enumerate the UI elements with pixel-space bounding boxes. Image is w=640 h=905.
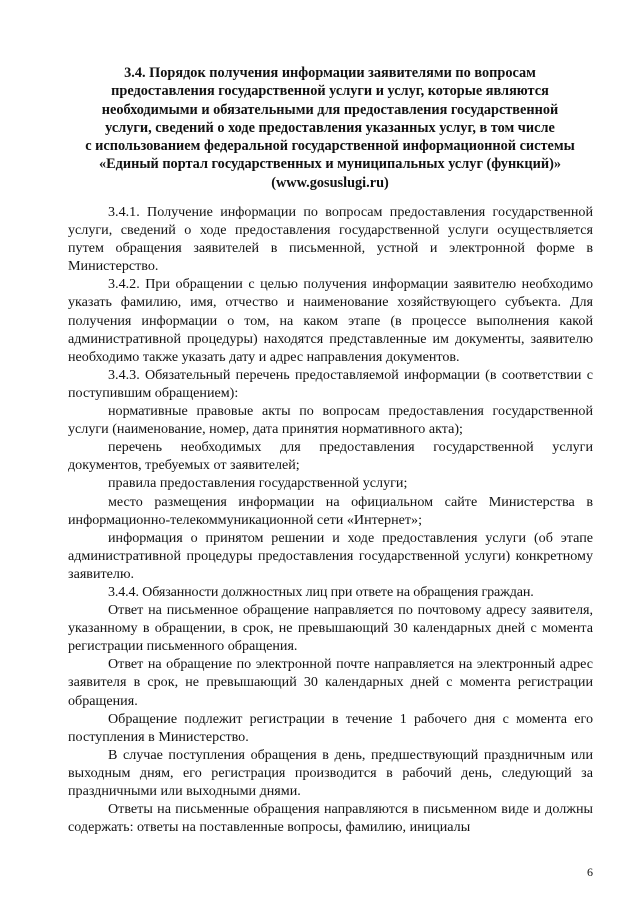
paragraph-registration: Обращение подлежит регистрации в течение 1 рабочего дня с момента его поступления в Министерство. xyxy=(68,710,593,745)
heading-line: «Единый портал государственных и муниципальных услуг (функций)» xyxy=(98,156,562,173)
page-number: 6 xyxy=(587,865,593,879)
paragraph-3-4-3: 3.4.3. Обязательный перечень предоставляемой информации (в соответствии с поступившим обращением): xyxy=(68,366,593,401)
paragraph-holidays: В случае поступления обращения в день, предшествующий праздничным или выходным дням, его регистрация производится в рабочий день, следующий за праздничными или выходными днями. xyxy=(68,746,593,799)
heading-line: предоставления государственной услуги и услуг, которые являются xyxy=(111,83,549,100)
list-item-documents: перечень необходимых для предоставления государственной услуги документов, требуемых от заявителей; xyxy=(68,439,593,474)
paragraph-3-4-1: 3.4.1. Получение информации по вопросам предоставления государственной услуги, сведений о ходе предоставления государственной услуги осуществляется путем обращения заявителей в письменной, устной и электронной форме в Министерство. xyxy=(68,204,593,275)
paragraph-written-reply: Ответ на письменное обращение направляется по почтовому адресу заявителя, указанному в обращении, в срок, не превышающий 30 календарных дней с момента регистрации письменного обращения. xyxy=(68,602,593,655)
list-item-rules: правила предоставления государственной услуги; xyxy=(108,475,408,492)
heading-line: с использованием федеральной государственной информационной системы xyxy=(85,138,575,155)
list-item-website-info: место размещения информации на официальном сайте Министерства в информационно-телекоммуникационной сети «Интернет»; xyxy=(68,493,593,528)
heading-line: услуги, сведений о ходе предоставления указанных услуг, в том числе xyxy=(105,119,555,136)
heading-line: 3.4. Порядок получения информации заявителями по вопросам xyxy=(124,65,536,81)
heading-line: (www.gosuslugi.ru) xyxy=(271,174,389,191)
list-item-normative-acts: нормативные правовые акты по вопросам предоставления государственной услуги (наименование, номер, дата принятия нормативного акта); xyxy=(68,403,593,438)
heading-line: необходимыми и обязательными для предоставления государственной xyxy=(101,101,559,118)
list-item-decision-info: информация о принятом решении и ходе предоставления услуги (об этапе административной процедуры предоставления государственной услуги) конкретному заявителю. xyxy=(68,529,593,582)
paragraph-3-4-2: 3.4.2. При обращении с целью получения информации заявителю необходимо указать фамилию, имя, отчество и наименование хозяйствующего субъекта. Для получения информации о том, на каком этапе (в процессе выполнения какой административной процедуры) находятся представленные им документы, заявителю необходимо также указать дату и адрес направления документов. xyxy=(68,276,593,365)
paragraph-email-reply: Ответ на обращение по электронной почте направляется на электронный адрес заявителя в срок, не превышающий 30 календарных дней с момента регистрации обращения. xyxy=(68,656,593,709)
paragraph-3-4-4: 3.4.4. Обязанности должностных лиц при ответе на обращения граждан. xyxy=(108,583,534,600)
section-body xyxy=(68,203,593,836)
paragraph-reply-content: Ответы на письменные обращения направляются в письменном виде и должны содержать: ответы на поставленные вопросы, фамилию, инициалы xyxy=(68,801,593,836)
section-heading xyxy=(60,64,600,192)
